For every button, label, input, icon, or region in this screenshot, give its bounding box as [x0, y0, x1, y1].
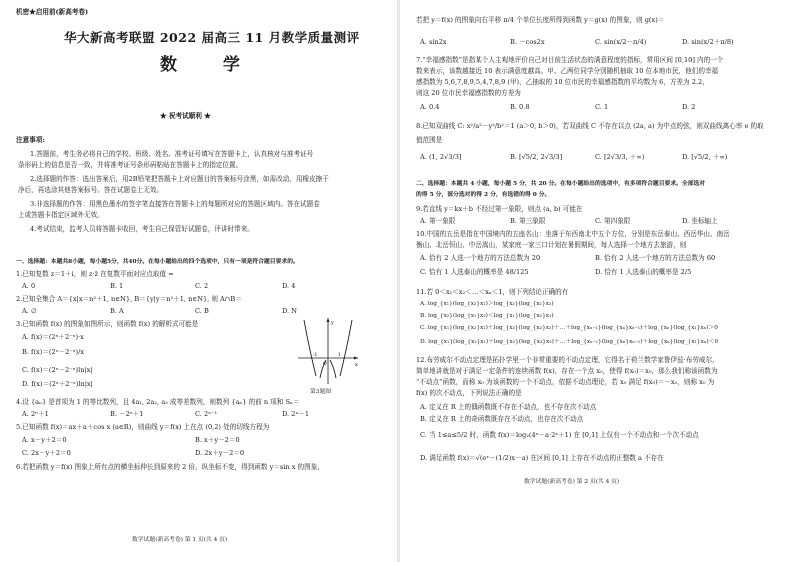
section-2-heading-line: 的得 5 分，部分选对的得 2 分，有选错的得 0 分。	[416, 192, 551, 198]
page-1-footer: 数学试题(新高考卷) 第 1 页(共 4 页)	[132, 537, 228, 543]
q5-option-b: B. x＋y－2＝0	[195, 436, 240, 444]
q6-option-a: A. sin2x	[420, 38, 447, 46]
notice-line: 3.非选择题的作答：用黑色墨水的签字笔直接答在答题卡上的每题所对应的答题区域内。答在试题卷	[30, 200, 320, 208]
q10-option-b: B. 恰有 2 人选一个地方的方法总数为 60	[595, 254, 716, 262]
q3-option-c: C. f(x)＝(2ˣ－2⁻ˣ)ln|x|	[22, 366, 93, 374]
curve-right-inner	[330, 360, 336, 378]
tick-pos-one: 1	[338, 353, 341, 358]
curve-left-outer	[304, 320, 316, 376]
question-7: 7.“幸福感指数”是指某个人主观地评价自己对目前生活状态的满意程度的指标，常用区间 [0,10] 内的一个	[416, 56, 724, 64]
q11-option-a: A. log_{x₁}(log_{x₂}x₁)＞log_{x₂}(log_{x₁}x₂)	[420, 301, 554, 307]
question-12-line: f(x) 的次不动点，下列说法正确的是	[416, 389, 522, 397]
q10-option-d: D. 恰有 1 人选泰山的概率是 2/5	[595, 268, 692, 276]
question-12-line: 简单地讲就是对于满足一定条件的连续函数 f(x)，存在一个点 x₀，使得 f(x₀)＝x₀，那么我们称该函数为	[416, 367, 718, 375]
q11-option-b: B. log_{x₂}(log_{x₁}x₂)＜log_{x₁}(log_{x₂}x₁)	[420, 313, 554, 319]
section-1-heading: 一、选择题：本题共8小题，每小题5分，共40分。在每小题给出的四个选项中，只有一项是符合题目要求的。	[16, 259, 299, 265]
q5-option-c: C. 2x－y＋2＝0	[22, 449, 71, 457]
q4-option-c: C. 2ⁿ⁻¹	[195, 410, 218, 418]
q7-option-a: A. 0.4	[420, 103, 440, 111]
question-3: 3.已知函数 f(x) 的图象如图所示，则函数 f(x) 的解析式可能是	[16, 320, 199, 328]
question-11: 11.若 0＜x₁＜x₂＜…＜xₙ＜1，则下列结论正确的有	[416, 288, 569, 296]
q1-option-d: D. 4	[282, 282, 296, 290]
question-9: 9.若直线 y＝kx＋b 不经过第一象限，则点 (a, b) 可能在	[416, 205, 583, 213]
question-4: 4.设 {aₙ} 是首项为 1 的等比数列，且 4a₁, 2a₂, a₃ 成等差数列，则数列 {aₙ} 的前 n 项和 Sₙ＝	[16, 398, 300, 406]
notice-line: 4.考试结束，监考人员将答题卡收回，考生自己保管好试题卷，评讲时带来。	[30, 225, 254, 233]
q7-option-b: B. 0.8	[510, 103, 530, 111]
q7-option-d: D. 2	[682, 103, 696, 111]
question-7-line: 则这 20 位市民幸福感指数的方差为	[416, 89, 521, 97]
notice-line: 2.选择题的作答：选出答案后，用2B铅笔把答题卡上对应题目的答案标号涂黑，如需改动，用橡皮擦干	[30, 175, 329, 183]
section-2-heading: 二、选择题：本题共 4 小题，每小题 5 分，共 20 分。在每小题给出的选项中，有多项符合题目要求。全部选对	[416, 181, 706, 187]
notice-heading: 注意事项:	[16, 136, 45, 144]
question-5: 5.已知函数 f(x)＝ax＋a＋cos x (a∈R)，则曲线 y＝f(x) 上在点 (0,2) 处的切线方程为	[16, 423, 270, 431]
q5-option-a: A. x－y＋2＝0	[22, 436, 67, 444]
question-8: 8.已知双曲线 C: x²/a²－y²/b²＝1 (a＞0, b＞0)，若双曲线 C 不存在以点 (2a, a) 为中点的弦，则双曲线离心率 e 的取	[416, 122, 764, 130]
q3-option-b: B. f(x)＝(2ˣ－2⁻ˣ)/x	[22, 348, 85, 356]
q10-option-a: A. 恰有 2 人选一个地方的方法总数为 20	[420, 254, 541, 262]
q4-option-a: A. 2ⁿ＋1	[22, 410, 49, 418]
axis-y-label: y	[331, 320, 334, 326]
q2-option-b: B. A	[110, 307, 124, 315]
q11-option-c: C. log_{x₁}(log_{x₂}x₁)＋log_{x₂}(log_{x₃}x₂)＋…＋log_{xₙ₋₁}(log_{xₙ}xₙ₋₁)＋log_{xₙ}(log_{x₁}xₙ)＞0	[420, 325, 718, 331]
q12-option-d: D. 满足函数 f(x)＝√(eˣ－(1/2)x－a) 在区间 [0,1] 上存在不动点的正整数 a 不存在	[420, 454, 664, 462]
q12-option-a: A. 定义在 R 上的偶函数既不存在不动点，也不存在次不动点	[420, 403, 597, 411]
q1-option-b: B. 1	[110, 282, 124, 290]
tick-neg-one: -1	[313, 353, 318, 358]
q5-option-d: D. 2x＋y－2＝0	[195, 449, 245, 457]
curve-right-outer	[340, 320, 352, 376]
exam-title: 华大新高考联盟 2022 届高三 11 月教学质量测评	[64, 30, 360, 45]
notice-line: 上或答题卡指定区域外无效。	[18, 211, 104, 219]
subject-title: 数 学	[160, 55, 260, 75]
q1-option-a: A. 0	[22, 282, 36, 290]
question-1: 1.已知复数 z＝1＋i，则 z·z̄ 在复数平面对应点取值 =	[16, 270, 174, 278]
y-axis-arrow	[327, 318, 330, 322]
q2-option-c: C. B	[195, 307, 209, 315]
q9-option-b: B. 第三象限	[510, 217, 546, 225]
question-10-line: 衡山、北岳恒山、中岳嵩山，某家庭一家三口计划在暑假期间，每人选择一个地方去旅游，则	[416, 241, 687, 249]
confidential-label: 机密★启用前(新高考卷)	[16, 8, 89, 16]
figure-q3-graph	[296, 316, 360, 386]
q6-option-c: C. sin(x/2－π/4)	[595, 38, 647, 46]
page-2	[400, 0, 794, 562]
question-7-line: 数来表示，该数越接近 10 表示满意度越高。甲、乙两位同学分别随机抽取 10 位本地市民，他们的幸福	[416, 67, 719, 75]
q4-option-b: B. －2ⁿ＋1	[110, 410, 144, 418]
question-7-line: 感指数为 5,6,7,8,9,5,4,7,8,9 (甲)，乙抽取的 10 位市民的幸福感指数的平均数为 6，方差为 2.2，	[416, 78, 709, 86]
q12-option-b: B. 定义在 R 上的奇函数既存在不动点，也存在次不动点	[420, 415, 584, 423]
q8-option-b: B. [√5/2, 2√3/3]	[510, 153, 563, 161]
x-axis-arrow	[354, 357, 358, 360]
q9-option-c: C. 第四象限	[595, 217, 631, 225]
q10-option-c: C. 恰有 1 人选泰山的概率是 48/125	[420, 268, 529, 276]
origin-label: O	[323, 362, 327, 367]
question-12-line: “不动点”函数，而称 x₀ 为该函数的一个不动点，依据不动点理论，若 x₀ 满足 f(x₀)＝－x₀，则称 x₀ 为	[416, 378, 715, 386]
question-12: 12.布劳威尔不动点定理是拓扑学里一个非常重要的不动点定理，它得名于荷兰数学家鲁伊兹·布劳威尔，	[416, 356, 719, 364]
question-6: 6.若把函数 y＝f(x) 图象上所有点的横坐标伸长到原来的 2 倍，纵坐标不变，得到函数 y＝sin x 的图象，	[16, 463, 324, 471]
q3-option-a: A. f(x)＝(2ˣ＋2⁻ˣ)·x	[22, 333, 84, 341]
q7-option-c: C. 1	[595, 103, 609, 111]
q3-option-d: D. f(x)＝(2ˣ＋2⁻ˣ)ln|x|	[22, 380, 93, 388]
notice-line: 1.答题前，考生务必将自己的学校、班级、姓名、准考证号填写在答题卡上，认真核对与准考证号	[30, 150, 314, 158]
q8-option-c: C. [2√3/3, ＋∞)	[595, 153, 645, 161]
q11-option-d: D. log_{x₁}(log_{x₂}x₁)＋log_{x₂}(log_{x₃}x₂)＋…＋log_{xₙ₋₁}(log_{xₙ}xₙ₋₁)＋log_{xₙ}(log_{x₁}xₙ)＜0	[420, 339, 719, 345]
notice-line: 净后，再选涂其他答案标号。答在试题卷上无效。	[18, 186, 164, 194]
q9-option-d: D. 坐标轴上	[682, 217, 718, 225]
q2-option-a: A. ∅	[22, 307, 37, 315]
q6-option-b: B. －cos2x	[510, 38, 545, 46]
figure-q3	[296, 316, 360, 386]
figure-q3-caption: 第3题图	[310, 389, 332, 395]
notice-line: 条形码上的信息是否一致，并将准考证号条形码粘贴在答题卡上的指定位置。	[18, 161, 243, 169]
q1-option-c: C. 2	[195, 282, 209, 290]
good-luck-line: ★ 祝考试顺利 ★	[160, 112, 211, 120]
question-8-line: 值范围是	[416, 136, 443, 144]
q4-option-d: D. 2ⁿ－1	[282, 410, 310, 418]
q12-option-c: C. 当 1≤a≤5/2 时，函数 f(x)＝log₂(4ˣ－a·2ˣ＋1) 在 [0,1] 上仅有一个不动点和一个次不动点	[420, 431, 699, 439]
q2-option-d: D. N	[282, 307, 298, 315]
q8-option-d: D. [√5/2, ＋∞)	[682, 153, 728, 161]
page-2-footer: 数学试题(新高考卷) 第 2 页(共 4 页)	[524, 479, 620, 485]
question-6-continued: 若把 y＝f(x) 的图象向右平移 π/4 个单位长度所得到函数 y＝g(x) 的图象，则 g(x)＝	[416, 16, 665, 24]
q8-option-a: A. (1, 2√3/3]	[420, 153, 462, 161]
question-10: 10.中国的五岳是指在中国境内的五座名山：坐落于东西南北中五个方位，分别是东岳泰山、西岳华山、南岳	[416, 230, 730, 238]
q9-option-a: A. 第一象限	[420, 217, 456, 225]
q6-option-d: D. sin(x/2＋π/8)	[682, 38, 734, 46]
axis-x-label: x	[355, 362, 358, 368]
question-2: 2.已知全集合 A＝{x|x＝n²＋1, n∈N}, B＝{y|y＝n²＋1, n∈N}, 则 A∩B＝	[16, 295, 242, 303]
